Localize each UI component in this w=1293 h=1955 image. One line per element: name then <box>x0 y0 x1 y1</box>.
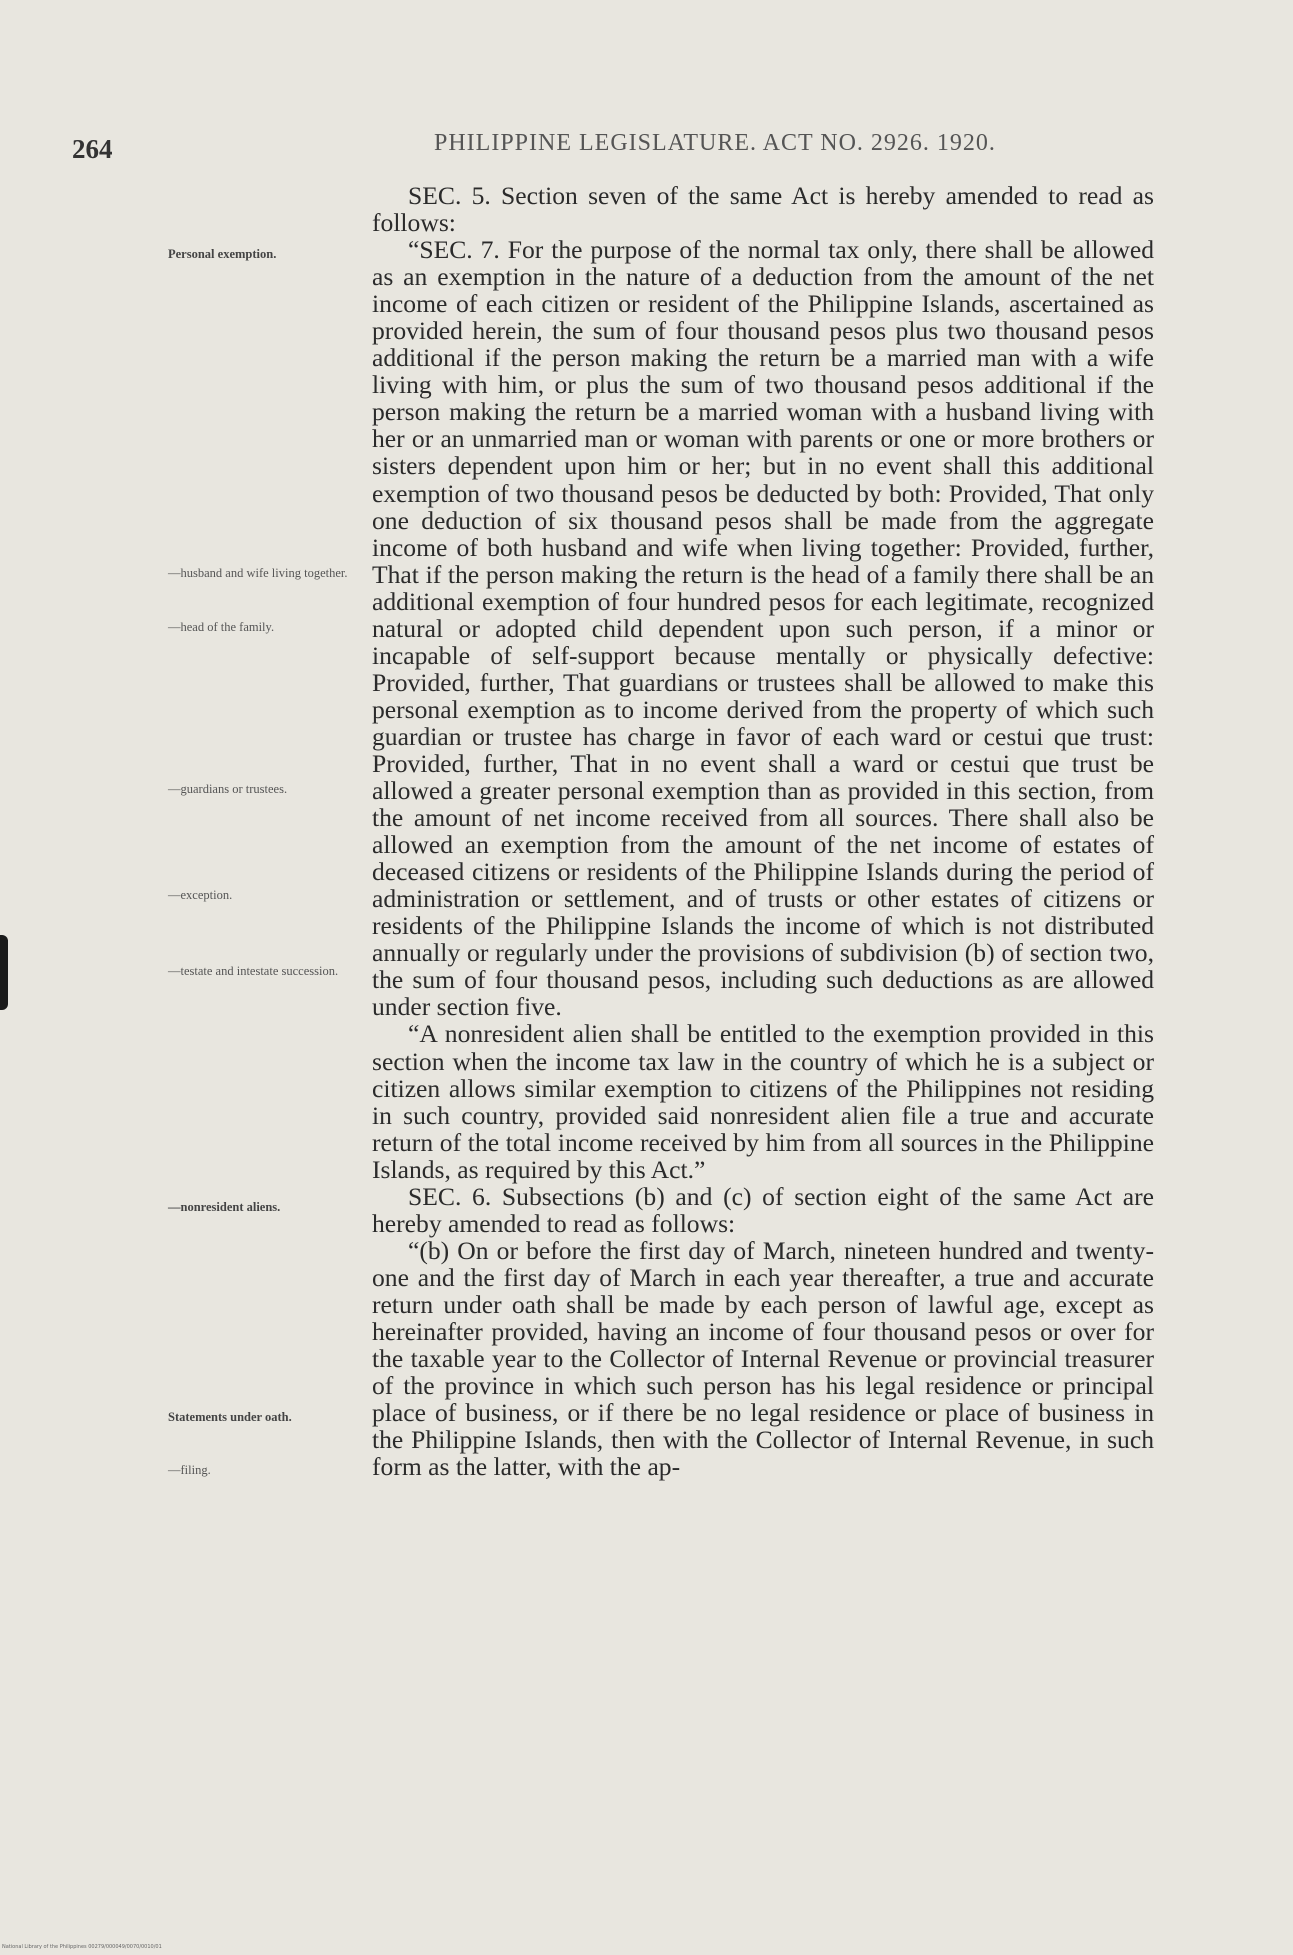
margin-note-testate-intestate: —testate and intestate succession. <box>168 964 339 978</box>
paragraph-nonresident-alien: “A nonresident alien shall be entitled to the exemption provided in this section when the income tax law in the country of which he is a subject or citizen allows similar exemption to citizens of the Philippines not residing in such country, provided said nonresident alien file a true and accurate return of the total income received by him from all sources in the Philippine Islands, as required by this Act.” <box>372 1019 1154 1184</box>
running-head: PHILIPPINE LEGISLATURE. ACT NO. 2926. 1920. <box>434 130 996 156</box>
margin-note-nonresident-aliens: —nonresident aliens. <box>168 1200 281 1214</box>
paragraph-sec-5: SEC. 5. Section seven of the same Act is hereby amended to read as follows: <box>372 181 1154 238</box>
margin-note-filing: —filing. <box>168 1463 211 1477</box>
paragraph-subsection-b: “(b) On or before the first day of March, nineteen hundred and twenty-one and the first day of March in each year thereafter, a true and accurate return under oath shall be made by each person of lawful age, except as hereinafter provided, having an income of four thousand pesos or over for the taxable year to the Collector of Internal Revenue or provincial treasurer of the province in which such person has his legal residence or principal place of business, or if there be no legal residence or place of business in the Philippine Islands, then with the Collector of Internal Revenue, in such form as the latter, with the ap- <box>372 1235 1154 1482</box>
paragraph-sec-6: SEC. 6. Subsections (b) and (c) of section eight of the same Act are hereby amended to read as follows: <box>372 1181 1154 1238</box>
footer-archive-id: National Library of the Philippines 00279/000049/0070/0010/01 <box>2 1944 162 1950</box>
main-text-column <box>372 182 1154 1480</box>
page-edge-shadow <box>0 935 8 1010</box>
margin-note-guardians: —guardians or trustees. <box>168 782 288 796</box>
margin-note-personal-exemption: Personal exemption. <box>168 247 277 261</box>
page-number: 264 <box>72 134 113 164</box>
margin-note-head-of-family: —head of the family. <box>168 620 275 634</box>
paragraph-sec-7: “SEC. 7. For the purpose of the normal tax only, there shall be allowed as an exemption in the nature of a deduction from the amount of the net income of each citizen or resident of the Philippine Islands, ascertained as provided herein, the sum of four thousand pesos plus two thousand pesos additional if the person making the return be a married man with a wife living with him, or plus the sum of two thousand pesos additional if the person making the return be a married woman with a husband living with her or an unmarried man or woman with parents or one or more brothers or sisters dependent upon him or her; but in no event shall this additional exemption of two thousand pesos be deducted by both: Provided, That only one deduction of six thousand pesos shall be made from the aggregate income of both husband and wife when living together: Provided, further, That if the person making the return is the head of a family there shall be an additional exemption of four hundred pesos for each legitimate, recognized natural or adopted child dependent upon such person, if a minor or incapable of self-support because mentally or physically defective: Provided, further, That guardians or trustees shall be allowed to make this personal exemption as to income derived from the property of which such guardian or trustee has charge in favor of each ward or cestui que trust: Provided, further, That in no event shall a ward or cestui que trust be allowed a greater personal exemption than as provided in this section, from the amount of net income received from all sources. There shall also be allowed an exemption from the amount of the net income of estates of deceased citizens or residents of the Philippine Islands during the period of administration or settlement, and of trusts or other estates of citizens or residents of the Philippine Islands the income of which is not distributed annually or regularly under the provisions of subdivision (b) of section two, the sum of four thousand pesos, including such deductions as are allowed under section five. <box>372 235 1154 1022</box>
margin-note-exception: —exception. <box>168 888 233 902</box>
margin-note-statements-under-oath: Statements under oath. <box>168 1410 292 1424</box>
margin-note-husband-wife: —husband and wife living together. <box>168 566 348 580</box>
